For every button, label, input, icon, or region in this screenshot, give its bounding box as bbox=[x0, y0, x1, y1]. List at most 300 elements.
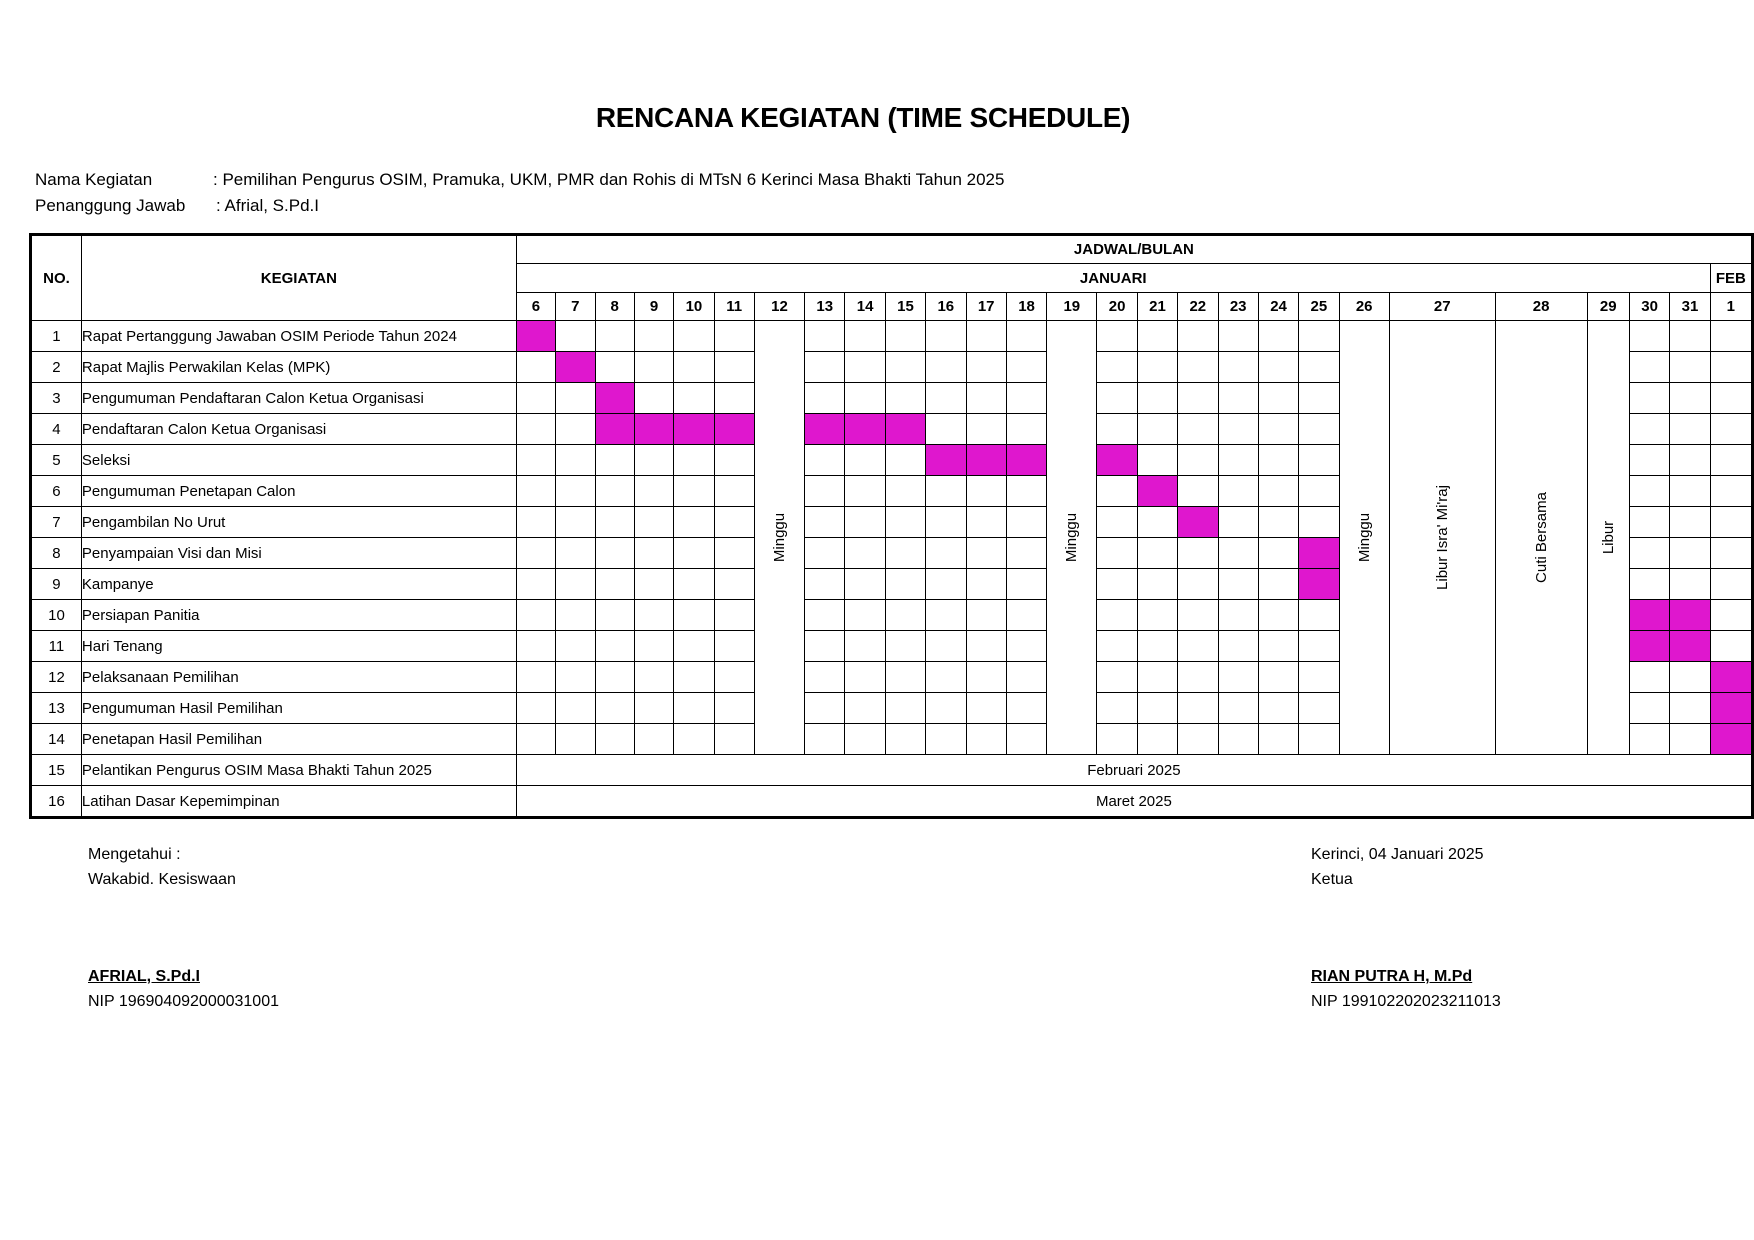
schedule-cell bbox=[805, 662, 845, 693]
schedule-cell bbox=[634, 538, 673, 569]
schedule-cell bbox=[885, 538, 925, 569]
schedule-cell bbox=[714, 507, 754, 538]
signer-role: Wakabid. Kesiswaan bbox=[88, 871, 236, 888]
schedule-cell bbox=[714, 476, 754, 507]
schedule-cell bbox=[714, 445, 754, 476]
schedule-cell bbox=[634, 445, 673, 476]
schedule-cell bbox=[1670, 569, 1710, 600]
schedule-cell bbox=[926, 662, 966, 693]
schedule-cell-active bbox=[714, 414, 754, 445]
schedule-cell bbox=[926, 352, 966, 383]
schedule-cell bbox=[1629, 352, 1669, 383]
schedule-cell bbox=[1006, 321, 1046, 352]
schedule-cell bbox=[674, 383, 714, 414]
activity-name: Pengumuman Penetapan Calon bbox=[81, 476, 516, 507]
header-day: 13 bbox=[805, 293, 845, 321]
schedule-cell bbox=[1258, 693, 1298, 724]
schedule-cell bbox=[1097, 507, 1137, 538]
header-day: 31 bbox=[1670, 293, 1710, 321]
schedule-cell bbox=[595, 662, 634, 693]
schedule-cell bbox=[805, 383, 845, 414]
header-day: 26 bbox=[1339, 293, 1389, 321]
schedule-cell bbox=[845, 600, 885, 631]
schedule-cell bbox=[634, 693, 673, 724]
schedule-cell bbox=[926, 321, 966, 352]
schedule-cell bbox=[926, 414, 966, 445]
schedule-cell bbox=[885, 631, 925, 662]
holiday-column bbox=[1495, 321, 1587, 755]
schedule-cell-active bbox=[516, 321, 555, 352]
signer-role: Ketua bbox=[1311, 871, 1353, 888]
schedule-cell bbox=[1178, 569, 1218, 600]
schedule-cell bbox=[1258, 321, 1298, 352]
schedule-cell bbox=[1097, 600, 1137, 631]
schedule-cell bbox=[845, 352, 885, 383]
header-schedule: JADWAL/BULAN bbox=[516, 235, 1752, 264]
header-day: 27 bbox=[1389, 293, 1495, 321]
schedule-cell bbox=[1097, 476, 1137, 507]
header-day: 15 bbox=[885, 293, 925, 321]
row-number: 7 bbox=[31, 507, 82, 538]
schedule-cell bbox=[516, 352, 555, 383]
activity-name: Pengambilan No Urut bbox=[81, 507, 516, 538]
schedule-cell bbox=[1178, 538, 1218, 569]
row-number: 16 bbox=[31, 786, 82, 818]
schedule-cell bbox=[1006, 507, 1046, 538]
schedule-cell bbox=[885, 445, 925, 476]
header-no: NO. bbox=[31, 235, 82, 321]
schedule-cell bbox=[714, 383, 754, 414]
schedule-cell bbox=[1006, 693, 1046, 724]
header-day: 30 bbox=[1629, 293, 1669, 321]
schedule-cell bbox=[1670, 662, 1710, 693]
schedule-cell bbox=[1137, 724, 1177, 755]
signer-name: AFRIAL, S.Pd.I bbox=[88, 968, 200, 985]
schedule-cell bbox=[1299, 631, 1339, 662]
signer-nip: NIP 199102202023211013 bbox=[1311, 993, 1501, 1010]
holiday-label: Libur bbox=[1599, 520, 1617, 555]
activity-name: Pengumuman Pendaftaran Calon Ketua Organisasi bbox=[81, 383, 516, 414]
schedule-cell bbox=[966, 693, 1006, 724]
schedule-cell bbox=[634, 569, 673, 600]
schedule-cell bbox=[595, 321, 634, 352]
schedule-cell bbox=[1097, 569, 1137, 600]
schedule-cell-active bbox=[1178, 507, 1218, 538]
info-label: Penanggung Jawab bbox=[35, 196, 186, 215]
schedule-cell bbox=[1218, 600, 1258, 631]
schedule-cell bbox=[805, 321, 845, 352]
schedule-cell-active bbox=[595, 383, 634, 414]
table-row bbox=[31, 321, 1753, 352]
schedule-cell bbox=[1710, 321, 1752, 352]
row-number: 5 bbox=[31, 445, 82, 476]
schedule-cell bbox=[634, 600, 673, 631]
schedule-cell bbox=[966, 507, 1006, 538]
schedule-cell-active bbox=[845, 414, 885, 445]
activity-name: Persiapan Panitia bbox=[81, 600, 516, 631]
schedule-cell bbox=[714, 538, 754, 569]
holiday-label: Cuti Bersama bbox=[1532, 492, 1550, 583]
schedule-cell-active bbox=[966, 445, 1006, 476]
schedule-cell bbox=[556, 414, 595, 445]
schedule-cell bbox=[516, 724, 555, 755]
schedule-cell bbox=[1629, 662, 1669, 693]
schedule-cell bbox=[674, 507, 714, 538]
schedule-cell bbox=[845, 724, 885, 755]
schedule-cell bbox=[805, 600, 845, 631]
schedule-cell bbox=[885, 662, 925, 693]
schedule-cell bbox=[1006, 631, 1046, 662]
schedule-cell bbox=[674, 600, 714, 631]
signer-nip: NIP 196904092000031001 bbox=[88, 993, 279, 1010]
schedule-cell bbox=[805, 693, 845, 724]
schedule-cell bbox=[1137, 662, 1177, 693]
row-number: 12 bbox=[31, 662, 82, 693]
schedule-cell bbox=[1670, 414, 1710, 445]
schedule-cell bbox=[1006, 538, 1046, 569]
header-day: 11 bbox=[714, 293, 754, 321]
info-value: : Afrial, S.Pd.I bbox=[216, 196, 319, 215]
schedule-cell bbox=[1006, 414, 1046, 445]
header-day: 22 bbox=[1178, 293, 1218, 321]
schedule-cell bbox=[1670, 476, 1710, 507]
schedule-cell bbox=[595, 631, 634, 662]
table-row bbox=[31, 755, 1753, 786]
schedule-cell bbox=[1258, 414, 1298, 445]
schedule-cell bbox=[634, 631, 673, 662]
holiday-label: Minggu bbox=[1063, 512, 1081, 563]
header-day: 24 bbox=[1258, 293, 1298, 321]
schedule-cell bbox=[634, 476, 673, 507]
schedule-cell-active bbox=[1006, 445, 1046, 476]
schedule-cell bbox=[1629, 414, 1669, 445]
schedule-cell bbox=[1137, 600, 1177, 631]
schedule-cell bbox=[1299, 352, 1339, 383]
schedule-cell bbox=[516, 631, 555, 662]
schedule-cell bbox=[516, 569, 555, 600]
schedule-cell bbox=[805, 476, 845, 507]
row-number: 14 bbox=[31, 724, 82, 755]
schedule-cell bbox=[1258, 569, 1298, 600]
signature-right bbox=[1311, 842, 1501, 1014]
schedule-cell bbox=[1258, 352, 1298, 383]
schedule-cell-active bbox=[926, 445, 966, 476]
schedule-cell bbox=[674, 631, 714, 662]
schedule-cell bbox=[885, 724, 925, 755]
schedule-cell bbox=[1670, 445, 1710, 476]
schedule-cell-active bbox=[1299, 538, 1339, 569]
schedule-cell bbox=[634, 507, 673, 538]
schedule-cell bbox=[1097, 662, 1137, 693]
activity-name: Rapat Pertanggung Jawaban OSIM Periode Tahun 2024 bbox=[81, 321, 516, 352]
schedule-cell bbox=[595, 445, 634, 476]
schedule-cell bbox=[1006, 352, 1046, 383]
schedule-cell bbox=[966, 321, 1006, 352]
schedule-cell-active bbox=[674, 414, 714, 445]
schedule-cell bbox=[1178, 693, 1218, 724]
schedule-cell bbox=[1097, 693, 1137, 724]
schedule-cell bbox=[966, 600, 1006, 631]
schedule-cell bbox=[1218, 693, 1258, 724]
schedule-cell bbox=[1299, 662, 1339, 693]
schedule-cell bbox=[1710, 352, 1752, 383]
schedule-cell bbox=[1710, 414, 1752, 445]
schedule-cell bbox=[966, 414, 1006, 445]
holiday-column bbox=[1339, 321, 1389, 755]
schedule-cell bbox=[1629, 321, 1669, 352]
header-day: 20 bbox=[1097, 293, 1137, 321]
schedule-cell bbox=[926, 600, 966, 631]
header-day: 16 bbox=[926, 293, 966, 321]
schedule-cell bbox=[1710, 600, 1752, 631]
schedule-cell bbox=[1670, 507, 1710, 538]
schedule-cell bbox=[516, 383, 555, 414]
schedule-cell bbox=[1670, 693, 1710, 724]
header-activity: KEGIATAN bbox=[81, 235, 516, 321]
signature-left bbox=[88, 842, 279, 1014]
schedule-cell bbox=[516, 414, 555, 445]
schedule-cell bbox=[1629, 445, 1669, 476]
header-day: 8 bbox=[595, 293, 634, 321]
schedule-cell bbox=[1097, 414, 1137, 445]
row-number: 15 bbox=[31, 755, 82, 786]
holiday-column bbox=[1389, 321, 1495, 755]
schedule-cell-active bbox=[1670, 631, 1710, 662]
schedule-cell bbox=[845, 507, 885, 538]
schedule-cell bbox=[595, 693, 634, 724]
schedule-cell bbox=[845, 538, 885, 569]
header-day: 10 bbox=[674, 293, 714, 321]
schedule-cell bbox=[516, 662, 555, 693]
schedule-cell bbox=[1299, 321, 1339, 352]
holiday-column bbox=[1587, 321, 1629, 755]
schedule-cell bbox=[1218, 414, 1258, 445]
header-day: 25 bbox=[1299, 293, 1339, 321]
schedule-cell bbox=[1097, 321, 1137, 352]
schedule-cell bbox=[1218, 476, 1258, 507]
schedule-cell bbox=[845, 383, 885, 414]
schedule-cell bbox=[1178, 414, 1218, 445]
schedule-cell-active bbox=[1299, 569, 1339, 600]
activity-name: Penetapan Hasil Pemilihan bbox=[81, 724, 516, 755]
holiday-label: Libur Isra' Mi'raj bbox=[1433, 485, 1451, 590]
schedule-cell-active bbox=[885, 414, 925, 445]
schedule-cell bbox=[1670, 538, 1710, 569]
schedule-cell bbox=[1710, 476, 1752, 507]
schedule-cell bbox=[634, 662, 673, 693]
schedule-cell bbox=[595, 507, 634, 538]
header-day: 6 bbox=[516, 293, 555, 321]
schedule-cell bbox=[1178, 662, 1218, 693]
schedule-cell bbox=[966, 662, 1006, 693]
header-day: 29 bbox=[1587, 293, 1629, 321]
header-day: 9 bbox=[634, 293, 673, 321]
schedule-cell bbox=[1299, 507, 1339, 538]
schedule-cell bbox=[516, 445, 555, 476]
schedule-cell bbox=[805, 538, 845, 569]
schedule-cell bbox=[966, 631, 1006, 662]
schedule-cell bbox=[516, 693, 555, 724]
schedule-cell bbox=[714, 662, 754, 693]
schedule-cell bbox=[714, 631, 754, 662]
schedule-cell bbox=[595, 569, 634, 600]
schedule-cell bbox=[1710, 538, 1752, 569]
schedule-cell bbox=[595, 352, 634, 383]
schedule-cell bbox=[1178, 631, 1218, 662]
info-label: Nama Kegiatan bbox=[35, 170, 153, 189]
activity-name: Pendaftaran Calon Ketua Organisasi bbox=[81, 414, 516, 445]
schedule-cell bbox=[714, 352, 754, 383]
row-number: 9 bbox=[31, 569, 82, 600]
holiday-column bbox=[754, 321, 804, 755]
schedule-cell bbox=[805, 352, 845, 383]
schedule-cell bbox=[556, 476, 595, 507]
schedule-cell bbox=[1299, 414, 1339, 445]
schedule-cell bbox=[1299, 383, 1339, 414]
schedule-cell bbox=[926, 538, 966, 569]
schedule-cell bbox=[1097, 631, 1137, 662]
schedule-cell bbox=[805, 569, 845, 600]
schedule-cell bbox=[1258, 600, 1298, 631]
schedule-cell bbox=[1178, 724, 1218, 755]
activity-name: Kampanye bbox=[81, 569, 516, 600]
schedule-cell bbox=[926, 631, 966, 662]
activity-name: Pelantikan Pengurus OSIM Masa Bhakti Tahun 2025 bbox=[81, 755, 516, 786]
schedule-cell bbox=[1097, 724, 1137, 755]
schedule-cell bbox=[1218, 631, 1258, 662]
schedule-cell bbox=[926, 693, 966, 724]
schedule-cell bbox=[595, 724, 634, 755]
schedule-cell bbox=[714, 724, 754, 755]
schedule-cell-active bbox=[1629, 600, 1669, 631]
schedule-cell bbox=[595, 600, 634, 631]
schedule-cell bbox=[1218, 538, 1258, 569]
schedule-cell bbox=[1670, 321, 1710, 352]
schedule-cell bbox=[714, 600, 754, 631]
schedule-cell-active bbox=[1710, 662, 1752, 693]
schedule-cell bbox=[1218, 662, 1258, 693]
schedule-cell bbox=[556, 507, 595, 538]
schedule-cell bbox=[1258, 383, 1298, 414]
header-day: 12 bbox=[754, 293, 804, 321]
schedule-cell-active bbox=[1710, 693, 1752, 724]
schedule-cell bbox=[556, 383, 595, 414]
schedule-cell bbox=[805, 445, 845, 476]
row-number: 2 bbox=[31, 352, 82, 383]
schedule-cell bbox=[926, 476, 966, 507]
schedule-cell bbox=[885, 693, 925, 724]
schedule-cell bbox=[845, 662, 885, 693]
row-number: 1 bbox=[31, 321, 82, 352]
schedule-cell bbox=[1629, 693, 1669, 724]
schedule-cell bbox=[1299, 445, 1339, 476]
schedule-cell bbox=[674, 693, 714, 724]
schedule-cell bbox=[845, 445, 885, 476]
schedule-cell bbox=[1670, 724, 1710, 755]
signer-name: RIAN PUTRA H, M.Pd bbox=[1311, 968, 1473, 985]
schedule-cell bbox=[1137, 693, 1177, 724]
schedule-cell bbox=[1218, 383, 1258, 414]
schedule-cell bbox=[1670, 352, 1710, 383]
activity-name: Seleksi bbox=[81, 445, 516, 476]
schedule-cell bbox=[674, 445, 714, 476]
header-day: 28 bbox=[1495, 293, 1587, 321]
schedule-cell bbox=[966, 476, 1006, 507]
schedule-cell bbox=[1178, 476, 1218, 507]
schedule-cell bbox=[885, 507, 925, 538]
schedule-cell bbox=[634, 321, 673, 352]
schedule-cell bbox=[885, 321, 925, 352]
schedule-cell bbox=[516, 538, 555, 569]
schedule-cell bbox=[634, 352, 673, 383]
schedule-cell bbox=[805, 631, 845, 662]
schedule-cell bbox=[1137, 445, 1177, 476]
schedule-cell bbox=[966, 724, 1006, 755]
schedule-cell bbox=[1218, 507, 1258, 538]
schedule-cell bbox=[1299, 693, 1339, 724]
header-day: 18 bbox=[1006, 293, 1046, 321]
schedule-cell bbox=[1218, 321, 1258, 352]
schedule-cell bbox=[1097, 383, 1137, 414]
schedule-cell bbox=[1258, 476, 1298, 507]
schedule-cell bbox=[1137, 507, 1177, 538]
activity-name: Penyampaian Visi dan Misi bbox=[81, 538, 516, 569]
header-day: 17 bbox=[966, 293, 1006, 321]
info-responsible bbox=[35, 196, 319, 216]
schedule-cell bbox=[966, 383, 1006, 414]
schedule-cell-active bbox=[1670, 600, 1710, 631]
row-number: 13 bbox=[31, 693, 82, 724]
header-day: 1 bbox=[1710, 293, 1752, 321]
schedule-cell bbox=[845, 569, 885, 600]
schedule-cell bbox=[1178, 600, 1218, 631]
activity-name: Pelaksanaan Pemilihan bbox=[81, 662, 516, 693]
schedule-cell bbox=[926, 383, 966, 414]
schedule-cell bbox=[556, 569, 595, 600]
schedule-cell bbox=[1710, 383, 1752, 414]
schedule-cell bbox=[1629, 507, 1669, 538]
schedule-cell bbox=[926, 569, 966, 600]
schedule-cell bbox=[1178, 445, 1218, 476]
header-month-january: JANUARI bbox=[516, 264, 1710, 293]
activity-name: Hari Tenang bbox=[81, 631, 516, 662]
schedule-cell bbox=[885, 352, 925, 383]
schedule-cell bbox=[1629, 569, 1669, 600]
schedule-cell bbox=[1006, 662, 1046, 693]
schedule-cell bbox=[674, 352, 714, 383]
activity-name: Rapat Majlis Perwakilan Kelas (MPK) bbox=[81, 352, 516, 383]
schedule-cell bbox=[1258, 445, 1298, 476]
holiday-column bbox=[1047, 321, 1097, 755]
schedule-cell bbox=[1006, 724, 1046, 755]
schedule-cell bbox=[845, 321, 885, 352]
schedule-cell bbox=[556, 600, 595, 631]
schedule-cell-active bbox=[634, 414, 673, 445]
row-number: 11 bbox=[31, 631, 82, 662]
schedule-cell bbox=[595, 476, 634, 507]
schedule-cell bbox=[966, 538, 1006, 569]
schedule-cell bbox=[1097, 352, 1137, 383]
schedule-cell bbox=[1137, 321, 1177, 352]
schedule-cell bbox=[1258, 724, 1298, 755]
schedule-cell bbox=[556, 693, 595, 724]
schedule-cell bbox=[556, 445, 595, 476]
schedule-cell bbox=[885, 569, 925, 600]
schedule-cell bbox=[885, 383, 925, 414]
row-number: 8 bbox=[31, 538, 82, 569]
schedule-cell bbox=[1629, 724, 1669, 755]
schedule-cell bbox=[1137, 352, 1177, 383]
